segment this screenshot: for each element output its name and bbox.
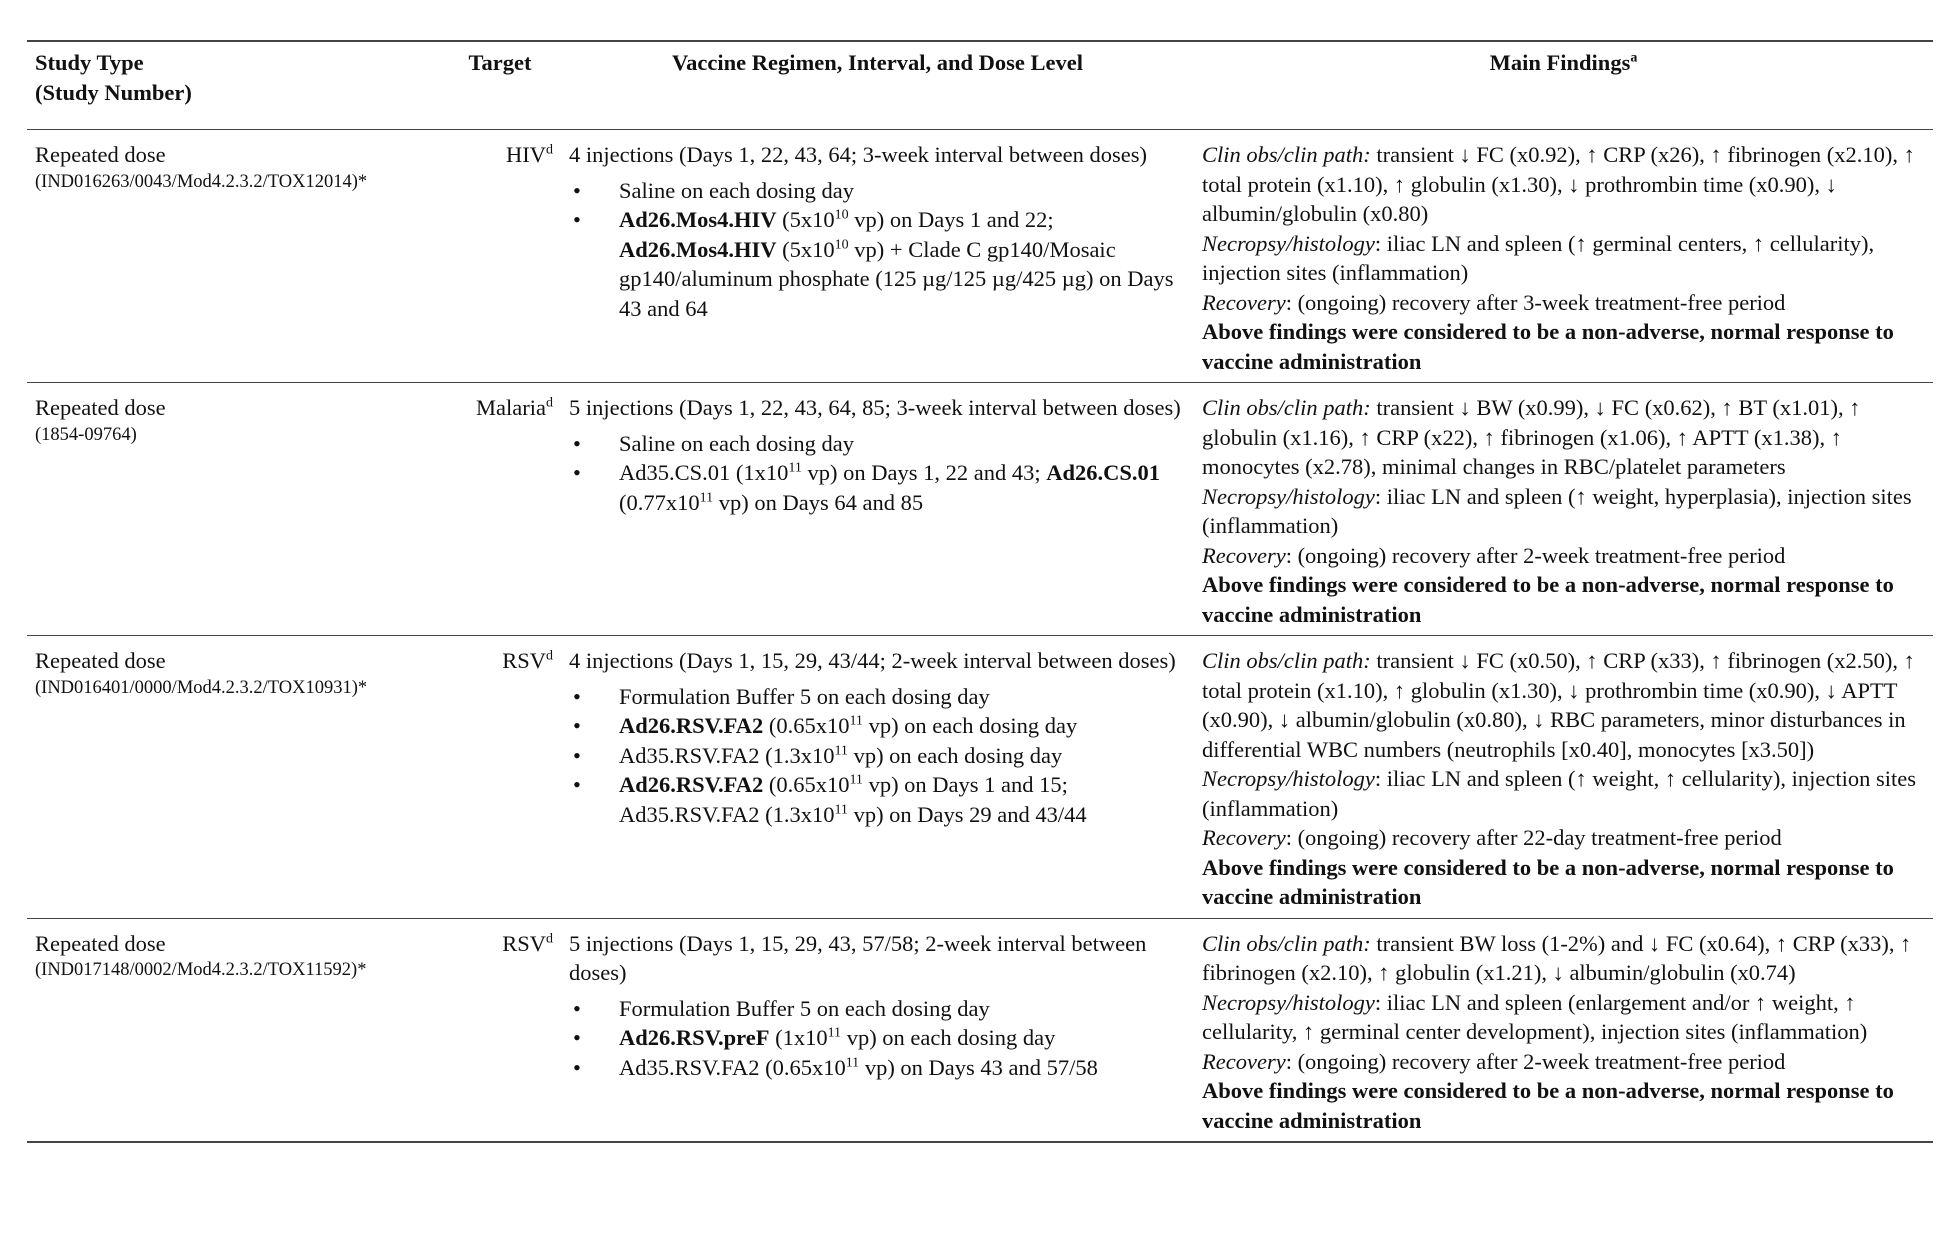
- study-type: Repeated dose: [35, 648, 166, 673]
- clin-path-finding: [1202, 646, 1925, 764]
- target-cell: [439, 918, 561, 1142]
- regimen-intro: 4 injections (Days 1, 15, 29, 43/44; 2-week interval between doses): [569, 648, 1176, 673]
- dose-list: [569, 994, 1186, 1083]
- study-number: (1854-09764): [35, 424, 137, 445]
- recovery-text: : (ongoing) recovery after 3-week treatment-free period: [1285, 289, 1786, 315]
- necropsy-text: : iliac LN and spleen (↑ weight, ↑ cellularity), injection sites (inflammation): [1202, 766, 1917, 821]
- conclusion: Above findings were considered to be a non-adverse, normal response to vaccine administration: [1202, 319, 1894, 374]
- header-findings: [1194, 41, 1933, 130]
- study-number: (IND016263/0043/Mod4.2.3.2/TOX12014)*: [35, 171, 368, 192]
- clin-path-label: Clin obs/clin path:: [1202, 395, 1371, 420]
- target-footnote: d: [546, 142, 553, 158]
- target-cell: [439, 383, 561, 636]
- study-type: Repeated dose: [35, 142, 166, 167]
- dose-item: • Formulation Buffer 5 on each dosing day: [619, 682, 1186, 712]
- target-footnote: d: [546, 648, 553, 664]
- clin-path-text: transient ↓ BW (x0.99), ↓ FC (x0.62), ↑ BT (x1.01), ↑ globulin (x1.16), ↑ CRP (x22), ↑ fibrinogen (x1.06), ↑ APTT (x1.38), ↑ monocytes (x2.78), minimal changes in RBC/platelet parameters: [1202, 395, 1861, 479]
- dose-item: • Saline on each dosing day: [619, 176, 1186, 206]
- findings-cell: [1194, 130, 1933, 383]
- dose-list: [569, 429, 1186, 518]
- target-footnote: d: [546, 395, 553, 411]
- target-name: RSV: [502, 648, 546, 673]
- regimen-cell: [561, 130, 1194, 383]
- necropsy-finding: [1202, 482, 1925, 541]
- nonclinical-toxicity-table: [27, 40, 1933, 1143]
- recovery-finding: [1202, 288, 1925, 318]
- findings-cell: [1194, 383, 1933, 636]
- regimen-intro: 5 injections (Days 1, 22, 43, 64, 85; 3-week interval between doses): [569, 395, 1181, 420]
- necropsy-text: : iliac LN and spleen (↑ weight, hyperplasia), injection sites (inflammation): [1202, 483, 1912, 538]
- clin-path-text: transient BW loss (1-2%) and ↓ FC (x0.64), ↑ CRP (x33), ↑ fibrinogen (x2.10), ↑ globulin (x1.21), ↓ albumin/globulin (x0.74): [1202, 930, 1912, 985]
- clin-path-text: transient ↓ FC (x0.92), ↑ CRP (x26), ↑ fibrinogen (x2.10), ↑ total protein (x1.10), ↑ globulin (x1.30), ↓ prothrombin time (x0.90), ↓ albumin/globulin (x0.80): [1202, 142, 1915, 226]
- regimen-cell: [561, 383, 1194, 636]
- clin-path-label: Clin obs/clin path:: [1202, 142, 1371, 167]
- conclusion: Above findings were considered to be a non-adverse, normal response to vaccine administration: [1202, 572, 1894, 627]
- header-study-type-label: Study Type: [35, 50, 144, 75]
- regimen-cell: [561, 636, 1194, 919]
- conclusion: Above findings were considered to be a non-adverse, normal response to vaccine administration: [1202, 854, 1894, 909]
- header-row: [27, 41, 1933, 130]
- target-cell: [439, 130, 561, 383]
- necropsy-label: Necropsy/histology: [1202, 989, 1375, 1015]
- header-regimen: Vaccine Regimen, Interval, and Dose Level: [561, 41, 1194, 130]
- clin-path-finding: [1202, 140, 1925, 229]
- dose-item: • Ad26.RSV.preF ($1x10^{11}$ vp) on each dosing day: [619, 1023, 1186, 1053]
- findings-cell: [1194, 636, 1933, 919]
- dose-item: • Ad35.RSV.FA2 ($1.3x10^{11}$ vp) on each dosing day: [619, 741, 1186, 771]
- recovery-text: : (ongoing) recovery after 2-week treatment-free period: [1285, 1048, 1786, 1074]
- study-type: Repeated dose: [35, 930, 166, 956]
- dose-item: • Saline on each dosing day: [619, 429, 1186, 459]
- clin-path-finding: [1202, 393, 1925, 482]
- dose-item: • Ad35.CS.01 ($1x10^{11}$ vp) on Days 1, 22 and 43; Ad26.CS.01 ($0.77x10^{11}$ vp) on Days 64 and 85: [619, 458, 1186, 517]
- table-row: [27, 130, 1933, 383]
- study-type-cell: [27, 383, 439, 636]
- recovery-text: : (ongoing) recovery after 22-day treatment-free period: [1285, 825, 1782, 850]
- target-name: Malaria: [476, 395, 546, 420]
- recovery-label: Recovery: [1202, 289, 1286, 315]
- recovery-finding: [1202, 541, 1925, 571]
- recovery-label: Recovery: [1202, 542, 1286, 568]
- target-footnote: d: [546, 931, 553, 946]
- dose-item: • Ad35.RSV.FA2 ($0.65x10^{11}$ vp) on Days 43 and 57/58: [619, 1053, 1186, 1083]
- necropsy-label: Necropsy/histology: [1202, 483, 1375, 509]
- dose-item: • Ad26.RSV.FA2 ($0.65x10^{11}$ vp) on each dosing day: [619, 711, 1186, 741]
- header-findings-footnote: a: [1630, 50, 1638, 66]
- clin-path-text: transient ↓ FC (x0.50), ↑ CRP (x33), ↑ fibrinogen (x2.50), ↑ total protein (x1.10), ↑ globulin (x1.30), ↓ prothrombin time (x0.90), ↓ APTT (x0.90), ↓ albumin/globulin (x0.80), ↓ RBC parameters, minor disturbances in differential WBC numbers (neutrophils [x0.40], monocytes [x3.50]): [1202, 648, 1915, 762]
- study-type-cell: [27, 918, 439, 1142]
- recovery-finding: [1202, 1047, 1925, 1077]
- clin-path-label: Clin obs/clin path:: [1202, 930, 1371, 956]
- recovery-label: Recovery: [1202, 1048, 1286, 1074]
- findings-cell: [1194, 918, 1933, 1142]
- study-type: Repeated dose: [35, 395, 166, 420]
- dose-item: • Ad26.Mos4.HIV ($5x10^{10}$ vp) on Days 1 and 22; Ad26.Mos4.HIV ($5x10^{10}$ vp) + Clade C gp140/Mosaic gp140/aluminum phosphate (125 µg/125 µg/425 µg) on Days 43 and 64: [619, 205, 1186, 323]
- regimen-cell: [561, 918, 1194, 1142]
- study-number: (IND017148/0002/Mod4.2.3.2/TOX11592)*: [35, 960, 367, 980]
- necropsy-label: Necropsy/histology: [1202, 766, 1375, 791]
- clin-path-finding: [1202, 929, 1925, 988]
- necropsy-text: : iliac LN and spleen (enlargement and/or ↑ weight, ↑ cellularity, ↑ germinal center development), injection sites (inflammation): [1202, 989, 1868, 1044]
- header-target: Target: [439, 41, 561, 130]
- recovery-finding: [1202, 823, 1925, 853]
- table-row: [27, 636, 1933, 919]
- necropsy-finding: [1202, 988, 1925, 1047]
- study-number: (IND016401/0000/Mod4.2.3.2/TOX10931)*: [35, 677, 368, 698]
- conclusion: Above findings were considered to be a non-adverse, normal response to vaccine administration: [1202, 1078, 1894, 1133]
- recovery-label: Recovery: [1202, 825, 1286, 850]
- header-findings-label: Main Findings: [1489, 50, 1631, 75]
- table-row: [27, 918, 1933, 1142]
- study-type-cell: [27, 130, 439, 383]
- header-study-number-label: (Study Number): [35, 79, 192, 105]
- regimen-intro: 5 injections (Days 1, 15, 29, 43, 57/58; 2-week interval between doses): [569, 930, 1147, 985]
- target-cell: [439, 636, 561, 919]
- necropsy-finding: [1202, 764, 1925, 823]
- target-name: HIV: [506, 142, 546, 167]
- necropsy-finding: [1202, 229, 1925, 288]
- necropsy-text: : iliac LN and spleen (↑ germinal centers, ↑ cellularity), injection sites (inflammation): [1202, 230, 1875, 285]
- target-name: RSV: [502, 930, 546, 956]
- table-row: [27, 383, 1933, 636]
- header-study-type: [27, 41, 439, 130]
- recovery-text: : (ongoing) recovery after 2-week treatment-free period: [1285, 542, 1786, 568]
- dose-list: [569, 682, 1186, 830]
- dose-item: • Ad26.RSV.FA2 ($0.65x10^{11}$ vp) on Days 1 and 15; Ad35.RSV.FA2 ($1.3x10^{11}$ vp) on Days 29 and 43/44: [619, 770, 1186, 829]
- dose-item: • Formulation Buffer 5 on each dosing day: [619, 994, 1186, 1024]
- dose-list: [569, 176, 1186, 324]
- study-type-cell: [27, 636, 439, 919]
- clin-path-label: Clin obs/clin path:: [1202, 648, 1371, 673]
- regimen-intro: 4 injections (Days 1, 22, 43, 64; 3-week interval between doses): [569, 142, 1147, 167]
- necropsy-label: Necropsy/histology: [1202, 230, 1375, 256]
